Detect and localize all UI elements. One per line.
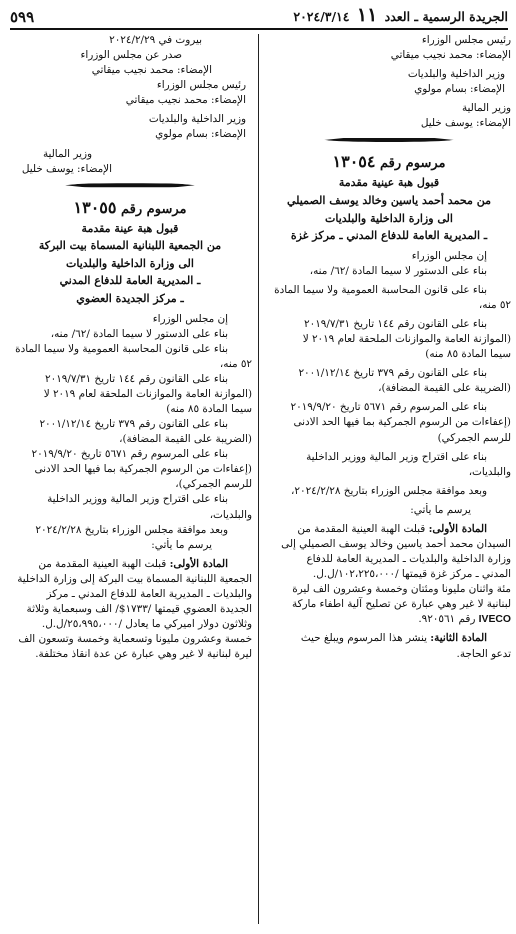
article-1-line: لبنانية لا غير وهي عبارة عن تصليح آلية اطفاء ماركة xyxy=(291,598,511,611)
basis-line: (الموازنة العامة والموازنات الملحقة لعام ٢٠١٩ لا xyxy=(302,333,511,346)
basis-line: (الضريبة على القيمة المضافة)، xyxy=(378,382,511,395)
issue-date: ٢٠٢٤/٣/١٤ xyxy=(293,9,350,24)
basis-line: بناء على القانون رقم ٣٧٩ تاريخ ٢٠٠١/١٢/١٤ xyxy=(39,418,228,431)
gazette-title: الجريدة الرسمية ـ العدد xyxy=(384,9,508,24)
basis-line: للرسم الجمركي)، xyxy=(175,478,252,491)
article-1-line xyxy=(8,557,252,572)
decree-title xyxy=(267,150,511,174)
decrees-line: يرسم ما يأتي: xyxy=(410,503,471,516)
basis-line: ٥٢ منه، xyxy=(478,298,511,311)
article-2-label: المادة الثانية: xyxy=(430,632,487,645)
approval-line: وبعد موافقة مجلس الوزراء بتاريخ ٢٠٢٤/٢/٢٨، xyxy=(291,484,487,497)
basis-line: بناء على قانون المحاسبة العمومية ولا سيما المادة xyxy=(15,342,228,355)
pm-signature: الإمضاء: محمد نجيب ميقاتي xyxy=(125,94,246,107)
issue-number: ١١ xyxy=(356,4,378,26)
article-1-line: وزارة الداخلية والبلديات ـ المديرية العامة للدفاع xyxy=(306,553,511,566)
basis-line: (الضريبة على القيمة المضافة)، xyxy=(119,433,252,446)
finance-minister-signature: الإمضاء: يوسف خليل xyxy=(420,117,511,130)
article-1-line: وثلاثون دولار اميركي ما يعادل /٢٥،٩٩٥،٠٠٠/ل.ل. xyxy=(41,618,252,631)
basis-line: بناء على القانون رقم ٣٧٩ تاريخ ٢٠٠١/١٢/١٤ xyxy=(298,367,487,380)
decree-subtitle xyxy=(8,220,252,308)
basis-line: (إعفاءات من الرسوم الجمركية بما فيها الحد الادنى xyxy=(293,416,511,429)
left-column xyxy=(8,33,252,662)
basis-line: للرسم الجمركي) xyxy=(437,431,511,444)
basis-line: ٥٢ منه، xyxy=(219,357,252,370)
finance-minister-title: وزير المالية xyxy=(42,147,92,160)
subtitle-line: من محمد أحمد ياسين وخالد يوسف الصميلي xyxy=(286,193,492,207)
article-1-line: خمسة وعشرون مليونا وتسعماية وخمسة وتسعون الف xyxy=(18,633,252,646)
basis-line: بناء على الدستور لا سيما المادة /٦٢/ منه، xyxy=(309,264,487,277)
basis-line: (إعفاءات من الرسوم الجمركية بما فيها الحد الادنى xyxy=(34,463,252,476)
basis-line: بناء على المرسوم رقم ٥٦٧١ تاريخ ٢٠١٩/٩/٢٠ xyxy=(31,448,228,461)
basis-line: سيما المادة ٨٥ منه) xyxy=(166,402,252,415)
article-1-line: المدني ـ مركز غزة قيمتها /١٠٢،٢٢٥،٠٠٠/ل.ل. xyxy=(312,568,511,581)
finance-minister-signature: الإمضاء: يوسف خليل xyxy=(21,162,112,175)
pm-title: رئيس مجلس الوزراء xyxy=(156,79,246,92)
decree-title-prefix: مرسوم رقم xyxy=(380,156,446,172)
basis-line: سيما المادة ٨٥ منه) xyxy=(425,348,511,361)
basis-line: بناء على القانون رقم ١٤٤ تاريخ ٢٠١٩/٧/٣١ xyxy=(45,372,228,385)
column-divider xyxy=(258,34,259,924)
page-header xyxy=(10,6,508,30)
subtitle-line: قبول هبة عينة مقدمة xyxy=(81,221,179,235)
subtitle-line: من الجمعية اللبنانية المسماة بيت البركة xyxy=(38,239,222,253)
article-1-line: مئة واثنان مليونا ومئتان وخمسة وعشرون الف ليرة xyxy=(292,583,511,596)
interior-minister-signature: الإمضاء: بسام مولوي xyxy=(414,83,505,96)
section-separator xyxy=(65,183,195,188)
article-1-line: الجديدة العضوي قيمتها /١٧٣٣$/ الف وسبعماية وثلاثة xyxy=(26,603,252,615)
article-1-line: ليرة لبنانية لا غير وهي عبارة عن عدة انقاذ مختلفة. xyxy=(35,648,252,661)
article-1-line: والبلديات ـ المديرية العامة للدفاع المدني ـ مركز xyxy=(46,587,252,600)
vehicle-brand: IVECO xyxy=(478,614,511,626)
place-date: بيروت في ٢٠٢٤/٢/٢٩ xyxy=(109,34,202,46)
basis-line: بناء على قانون المحاسبة العمومية ولا سيما المادة xyxy=(274,283,487,296)
opening-line: إن مجلس الوزراء xyxy=(411,249,487,262)
basis-line: بناء على القانون رقم ١٤٤ تاريخ ٢٠١٩/٧/٣١ xyxy=(304,318,487,330)
subtitle-line: قبول هبة عينية مقدمة xyxy=(338,176,440,190)
decree-number: ١٣٠٥٤ xyxy=(332,152,376,172)
basis-line: بناء على اقتراح وزير المالية ووزير الداخلية xyxy=(306,450,487,463)
header-title-group xyxy=(293,4,508,28)
article-2-line: تدعو الحاجة. xyxy=(456,647,511,660)
subtitle-line: ـ المديرية العامة للدفاع المدني xyxy=(59,274,201,288)
decrees-line: يرسم ما يأتي: xyxy=(151,538,212,551)
pm-signature: الإمضاء: محمد نجيب ميقاتي xyxy=(91,64,212,77)
basis-line: بناء على اقتراح وزير المالية ووزير الداخلية xyxy=(47,493,228,506)
interior-minister-title: وزير الداخلية والبلديات xyxy=(407,68,505,81)
article-1-text: قبلت الهبة العينية المقدمة من xyxy=(297,522,426,535)
finance-minister-title: وزير المالية xyxy=(461,102,511,115)
subtitle-line: الى وزارة الداخلية والبلديات xyxy=(325,211,453,225)
article-1-line xyxy=(267,522,511,537)
basis-line: بناء على الدستور لا سيما المادة /٦٢/ منه، xyxy=(50,327,228,340)
subtitle-line: الى وزارة الداخلية والبلديات xyxy=(66,256,194,270)
pm-signature: الإمضاء: محمد نجيب ميقاتي xyxy=(390,49,511,62)
basis-line: والبلديات، xyxy=(468,465,511,478)
interior-minister-title: وزير الداخلية والبلديات xyxy=(148,113,246,126)
page-number: ٥٩٩ xyxy=(10,8,35,26)
decree-subtitle xyxy=(267,174,511,244)
article-1-text: رقم ٩٢٠٥٦١. xyxy=(418,613,476,626)
article-1-line xyxy=(267,612,511,627)
basis-line: (الموازنة العامة والموازنات الملحقة لعام ٢٠١٩ لا xyxy=(43,387,252,400)
article-1-text: قبلت الهبة العينية المقدمة من xyxy=(38,557,167,570)
approval-line: وبعد موافقة مجلس الوزراء بتاريخ ٢٠٢٤/٢/٢٨ xyxy=(35,523,228,536)
decree-number: ١٣٠٥٥ xyxy=(73,197,117,217)
article-2-line xyxy=(267,631,511,646)
opening-line: إن مجلس الوزراء xyxy=(152,312,228,325)
section-separator xyxy=(324,137,454,142)
article-1-label: المادة الأولى: xyxy=(428,522,487,535)
subtitle-line: ـ مركز الجديدة العضوي xyxy=(76,291,184,305)
basis-line: بناء على المرسوم رقم ٥٦٧١ تاريخ ٢٠١٩/٩/٢٠ xyxy=(290,401,487,414)
subtitle-line: ـ المديرية العامة للدفاع المدني ـ مركز غزة xyxy=(290,229,488,243)
article-1-line: السيدان محمد أحمد ياسين وخالد يوسف الصميلي إلى xyxy=(281,538,511,551)
right-column xyxy=(267,33,511,662)
article-2-text: ينشر هذا المرسوم ويبلغ حيث xyxy=(300,632,427,645)
issued-by: صدر عن مجلس الوزراء xyxy=(80,49,182,62)
article-1-line: الجمعية اللبنانية المسماة بيت البركة إلى وزارة الداخلية xyxy=(17,572,252,585)
decree-title xyxy=(8,196,252,220)
basis-line: والبلديات، xyxy=(209,508,252,521)
article-1-label: المادة الأولى: xyxy=(169,557,228,570)
decree-title-prefix: مرسوم رقم xyxy=(121,201,187,217)
interior-minister-signature: الإمضاء: بسام مولوي xyxy=(155,128,246,141)
pm-title: رئيس مجلس الوزراء xyxy=(421,34,511,46)
